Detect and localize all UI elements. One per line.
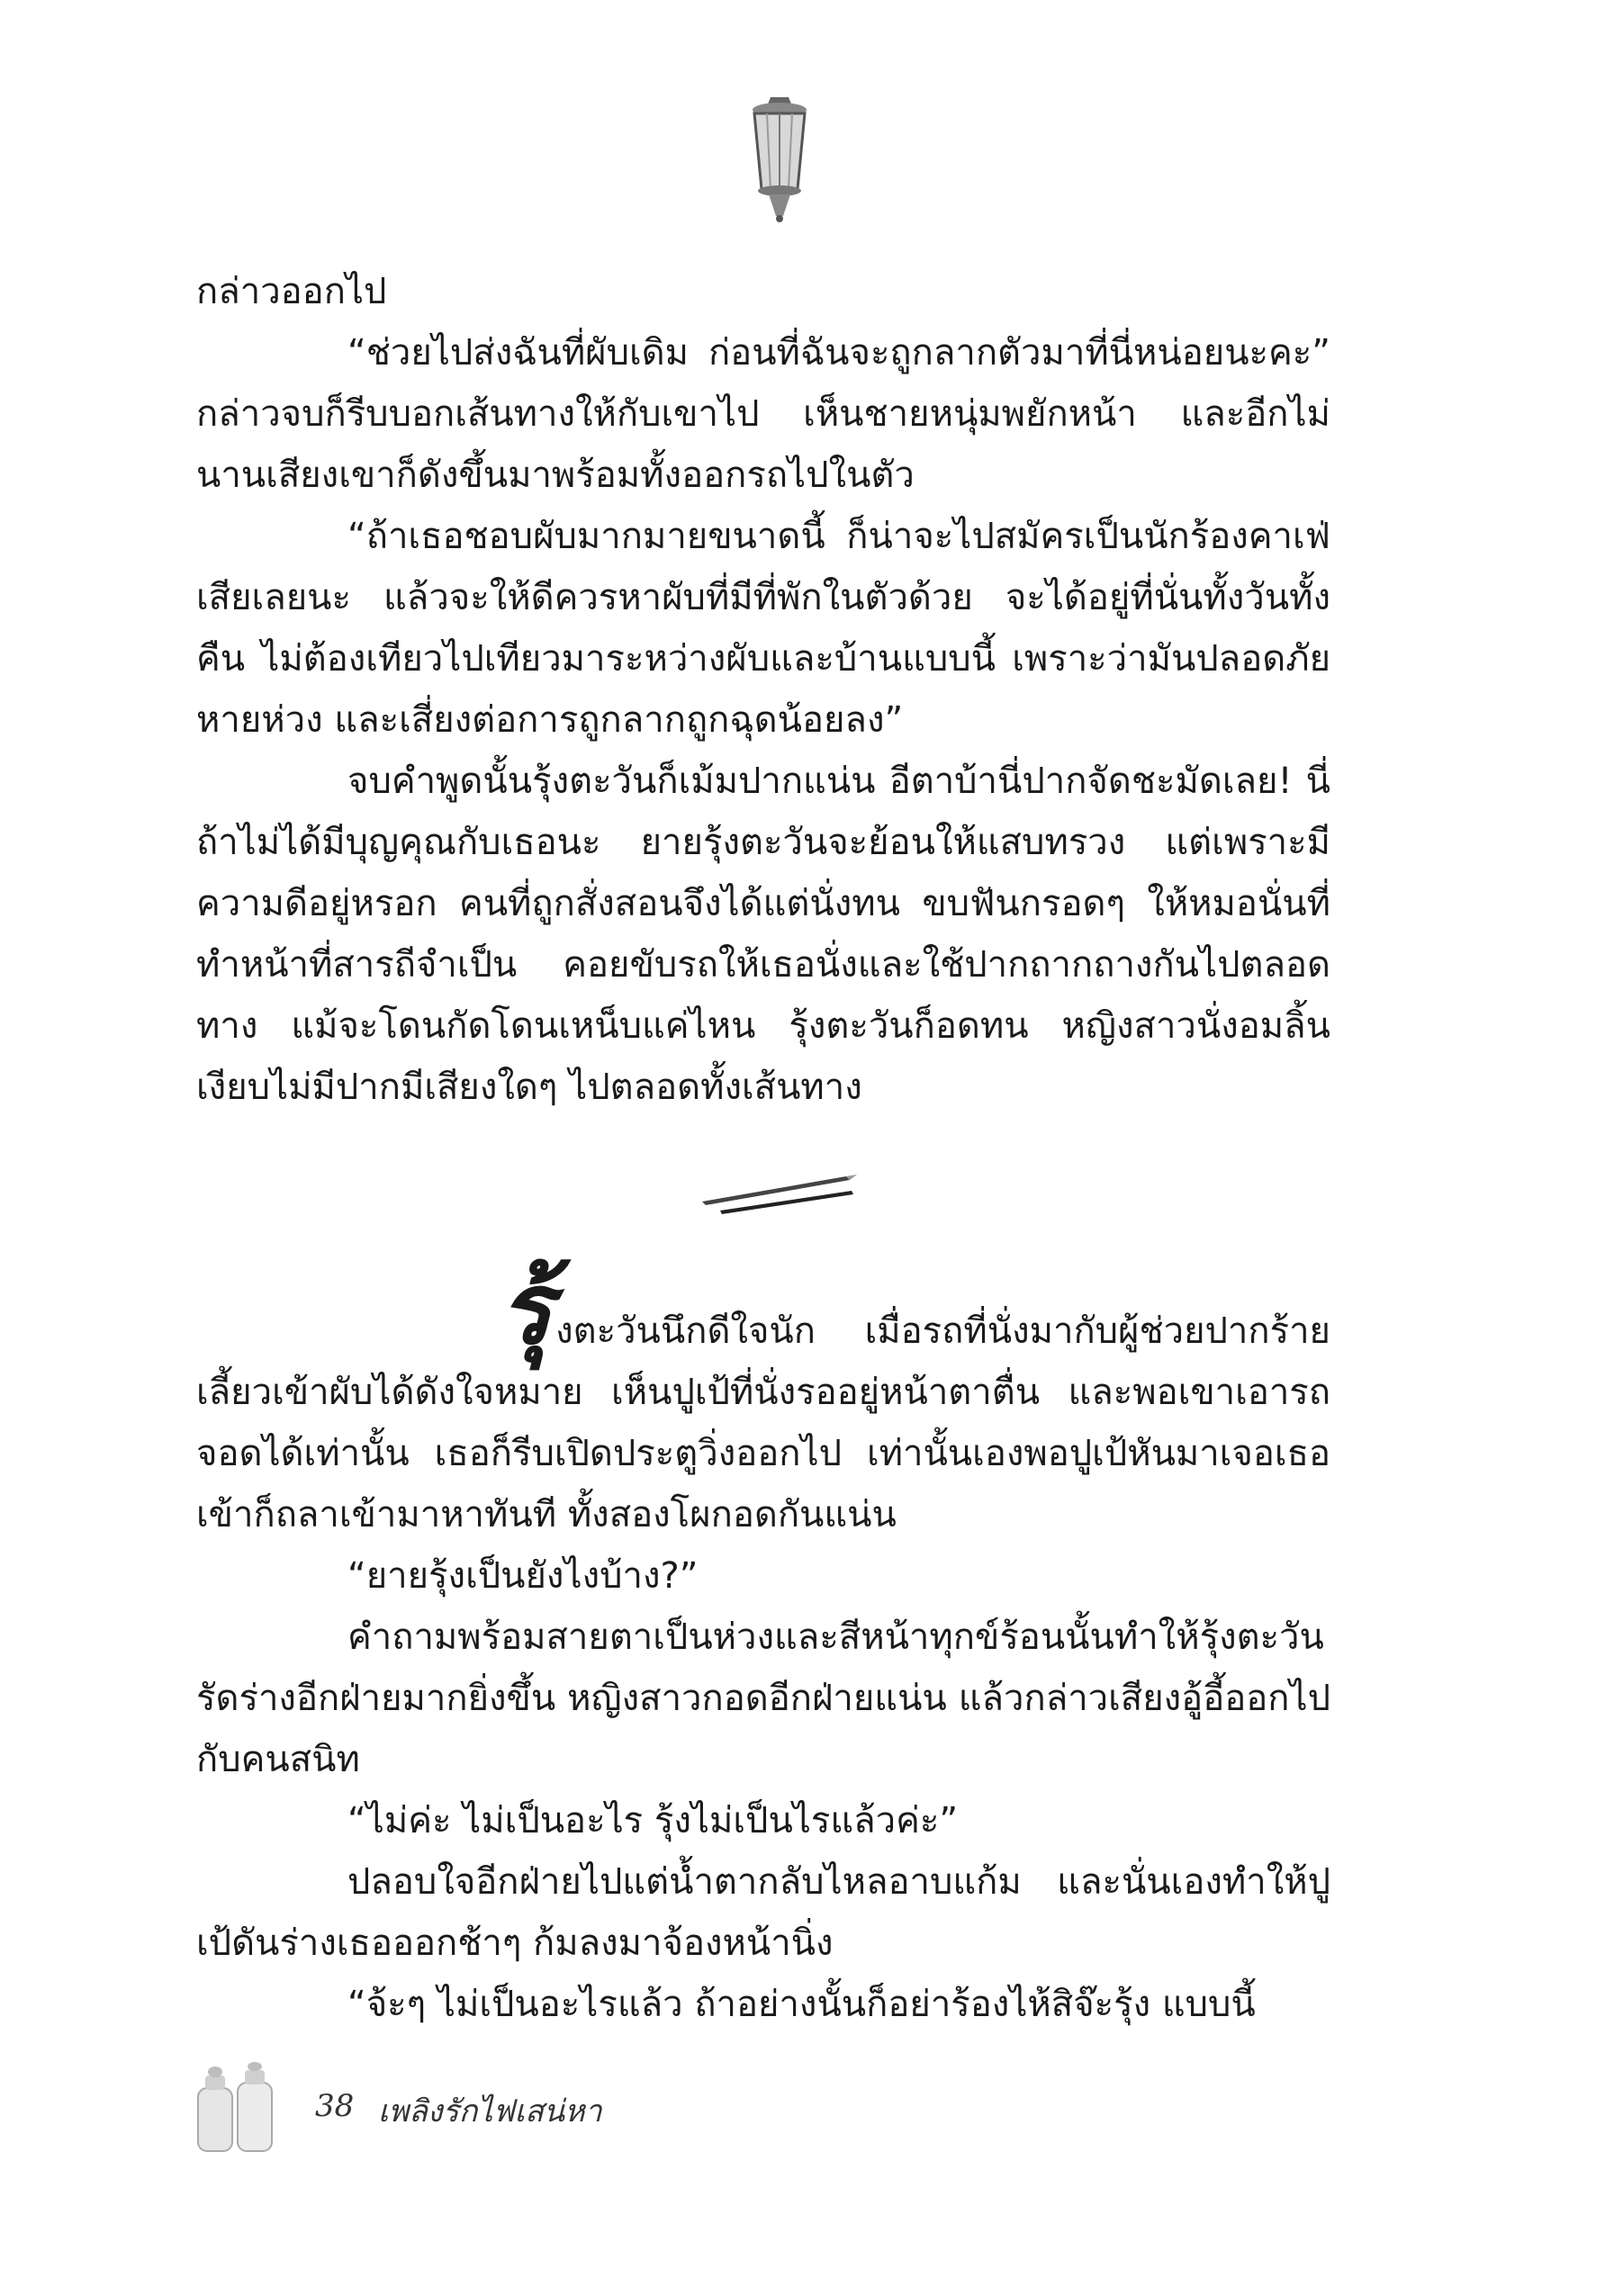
paragraph: “ช่วยไปส่งฉันที่ผับเดิม ก่อนที่ฉันจะถูกลากตัวมาที่นี่หน่อยนะคะ” กล่าวจบก็รีบบอกเส้นทางให้กับเขาไป เห็นชายหนุ่มพยักหน้า และอีกไม่นานเสียงเขาก็ดังขึ้นมาพร้อมทั้งออกรถไปในตัว [196, 332, 1330, 496]
baby-bottles-icon [180, 2061, 297, 2160]
paragraph: “ยายรุ้งเป็นยังไงบ้าง?” [347, 1555, 699, 1597]
body-text-bottom [196, 1250, 1330, 2035]
book-title: เพลิงรักไฟเสน่หา [378, 2093, 602, 2129]
pencils-divider-icon [684, 1166, 864, 1220]
drop-cap: รุ้ [499, 1250, 553, 1366]
paragraph: “ถ้าเธอชอบผับมากมายขนาดนี้ ก็น่าจะไปสมัครเป็นนักร้องคาเฟ่เสียเลยนะ แล้วจะให้ดีควรหาผับที่มีที่พักในตัวด้วย จะได้อยู่ที่นั่นทั้งวันทั้งคืน ไม่ต้องเทียวไปเทียวมาระหว่างผับและบ้านแบบนี้ เพราะว่ามันปลอดภัยหายห่วง และเสี่ยงต่อการถูกลากถูกฉุดน้อยลง” [196, 516, 1330, 741]
paragraph: “ไม่ค่ะ ไม่เป็นอะไร รุ้งไม่เป็นไรแล้วค่ะ” [347, 1800, 959, 1841]
page-number: 38 [315, 2088, 355, 2124]
paragraph: จบคำพูดนั้นรุ้งตะวันก็เม้มปากแน่น อีตาบ้านี่ปากจัดชะมัดเลย! นี่ถ้าไม่ได้มีบุญคุณกับเธอนะ ยายรุ้งตะวันจะย้อนให้แสบทรวง แต่เพราะมีความดีอยู่หรอก คนที่ถูกสั่งสอนจึงได้แต่นั่งทน ขบฟันกรอดๆ ให้หมอนั่นที่ทำหน้าที่สารถีจำเป็น คอยขับรถให้เธอนั่งและใช้ปากถากถางกันไปตลอดทาง แม้จะโดนกัดโดนเหน็บแค่ไหน รุ้งตะวันก็อดทน หญิงสาวนั่งอมลิ้นเงียบไม่มีปากมีเสียงใดๆ ไปตลอดทั้งเส้นทาง [196, 761, 1330, 1108]
page-footer [180, 2061, 720, 2169]
dropcap-paragraph [196, 1250, 1330, 1545]
paragraph: “จ้ะๆ ไม่เป็นอะไรแล้ว ถ้าอย่างนั้นก็อย่าร้องไห้สิจ๊ะรุ้ง แบบนี้ [347, 1984, 1256, 2025]
lantern-icon [726, 90, 834, 225]
paragraph: ปลอบใจอีกฝ่ายไปแต่น้ำตากลับไหลอาบแก้ม และนั่นเองทำให้ปูเป้ดันร่างเธอออกช้าๆ ก้มลงมาจ้องหน้านิ่ง [196, 1861, 1330, 1964]
paragraph: คำถามพร้อมสายตาเป็นห่วงและสีหน้าทุกข์ร้อนนั้นทำให้รุ้งตะวันรัดร่างอีกฝ่ายมากยิ่งขึ้น หญิงสาวกอดอีกฝ่ายแน่น แล้วกล่าวเสียงอู้อี้ออกไปกับคนสนิท [196, 1616, 1330, 1780]
body-text-top [196, 261, 1330, 1118]
paragraph: กล่าวออกไป [196, 271, 387, 312]
dropcap-paragraph-text: งตะวันนึกดีใจนัก เมื่อรถที่นั่งมากับผู้ช่วยปากร้ายเลี้ยวเข้าผับได้ดังใจหมาย เห็นปูเป้ที่นั่งรออยู่หน้าตาตื่น และพอเขาเอารถจอดได้เท่านั้น เธอก็รีบเปิดประตูวิ่งออกไป เท่านั้นเองพอปูเป้หันมาเจอเธอเข้าก็ถลาเข้ามาหาทันที ทั้งสองโผกอดกันแน่น [196, 1310, 1330, 1535]
